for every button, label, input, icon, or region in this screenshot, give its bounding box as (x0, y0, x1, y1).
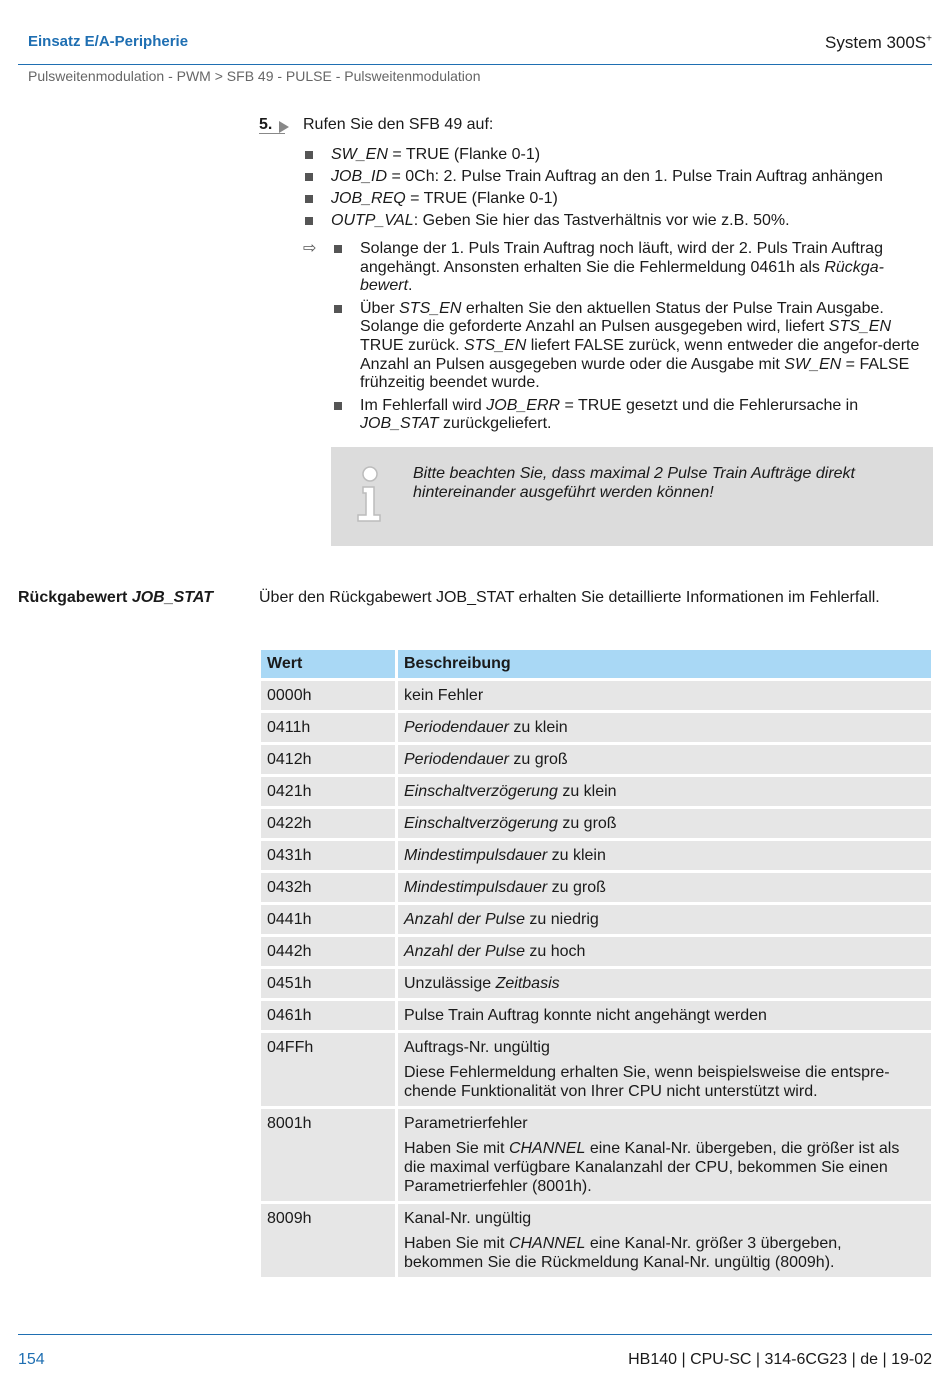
header-divider (18, 64, 932, 65)
note-box (331, 447, 933, 546)
description-title: Kanal-Nr. ungültig (404, 1210, 532, 1227)
description-cell (398, 905, 931, 934)
value-cell: 0000h (261, 681, 395, 710)
result-italic: STS_EN (399, 299, 462, 317)
param-name: JOB_ID (331, 168, 388, 185)
section-label-italic: JOB_STAT (131, 589, 214, 606)
system-sup: + (926, 33, 932, 45)
info-icon (355, 465, 385, 525)
description-text: zu groß (557, 815, 617, 832)
value-cell: 0451h (261, 969, 395, 998)
result-text: Solange der 1. Puls Train Auftrag noch läuft, wird der 2. Puls Train Auftrag angehängt. Ansonsten erhalten Sie die Fehlermeldung 0461h als (360, 240, 883, 276)
description-title: Parametrierfehler (404, 1115, 528, 1132)
parameter-list (303, 144, 943, 232)
bullet-icon (305, 151, 313, 159)
bullet-icon (305, 195, 313, 203)
description-text: zu groß (547, 879, 606, 896)
param-name: OUTP_VAL (331, 212, 414, 229)
value-cell: 0432h (261, 873, 395, 902)
breadcrumb: Pulsweitenmodulation - PWM > SFB 49 - PULSE - Pulsweitenmodulation (28, 68, 481, 84)
param-desc: = TRUE (Flanke 0-1) (405, 190, 558, 207)
list-item (303, 210, 943, 232)
description-text: zu groß (508, 751, 568, 768)
description-cell (398, 873, 931, 902)
description-text: Unzulässige (404, 975, 496, 992)
bullet-icon (334, 245, 342, 253)
result-italic: JOB_STAT (360, 415, 439, 433)
description-text: eine Kanal-Nr. größer 3 übergeben, bekommen Sie die Rückmeldung Kanal-Nr. ungültig (8009h). (404, 1235, 842, 1271)
value-cell: 0442h (261, 937, 395, 966)
table-row (261, 969, 931, 998)
param-desc: = 0Ch: 2. Pulse Train Auftrag an den 1. Pulse Train Auftrag anhängen (387, 168, 883, 185)
value-cell: 8001h (261, 1109, 395, 1201)
column-header: Beschreibung (398, 650, 931, 678)
description-cell (398, 937, 931, 966)
description-cell (398, 681, 931, 710)
column-header: Wert (261, 650, 395, 678)
page-number: 154 (18, 1351, 45, 1368)
result-arrow-icon: ⇨ (303, 240, 317, 257)
description-italic: Einschaltverzögerung (404, 783, 558, 800)
description-italic: Mindestimpulsdauer (404, 879, 548, 896)
system-title (825, 33, 932, 53)
list-item (303, 188, 943, 210)
description-cell (398, 777, 931, 806)
description-title: Auftrags-Nr. ungültig (404, 1039, 550, 1056)
section-label (18, 589, 213, 607)
description-cell (398, 1001, 931, 1030)
result-text: = FALSE frühzeitig beendet wurde. (360, 355, 910, 392)
description-italic: CHANNEL (508, 1235, 586, 1252)
param-name: SW_EN (331, 146, 388, 163)
table-row (261, 745, 931, 774)
description-text: zu niedrig (524, 911, 599, 928)
bullet-icon (305, 217, 313, 225)
value-cell: 0441h (261, 905, 395, 934)
table-header-row (261, 650, 931, 678)
value-cell: 0412h (261, 745, 395, 774)
result-text: zurückgeliefert. (438, 415, 552, 433)
description-cell (398, 713, 931, 742)
table-row (261, 905, 931, 934)
result-text: liefert FALSE zurück, wenn entweder die angefor-derte Anzahl an Pulsen ausgegeben wurde oder die Ausgabe mit (360, 336, 920, 373)
description-italic: Zeitbasis (495, 975, 560, 992)
description-text: Haben Sie mit (404, 1235, 509, 1252)
description-cell (398, 1204, 931, 1277)
description-text: zu hoch (524, 943, 586, 960)
description-italic: Anzahl der Pulse (404, 943, 525, 960)
table-row (261, 713, 931, 742)
note-text: Bitte beachten Sie, dass maximal 2 Pulse Train Aufträge direkt hintereinander ausgeführt werden können! (413, 465, 855, 501)
description-text: zu klein (508, 719, 568, 736)
table-row (261, 777, 931, 806)
table-row (261, 809, 931, 838)
table-row (261, 1204, 931, 1277)
step-number: 5. (259, 116, 273, 133)
system-name: System 300S (825, 33, 927, 52)
step-underline (259, 133, 285, 134)
job-stat-table (258, 647, 934, 1280)
list-item (332, 397, 932, 434)
bullet-icon (334, 305, 342, 313)
description-cell (398, 841, 931, 870)
value-cell: 8009h (261, 1204, 395, 1277)
param-name: JOB_REQ (331, 190, 406, 207)
description-cell (398, 1033, 931, 1106)
table-row (261, 873, 931, 902)
description-text: zu klein (557, 783, 617, 800)
table-row (261, 1001, 931, 1030)
description-detail (404, 1139, 925, 1196)
description-detail: Diese Fehlermeldung erhalten Sie, wenn beispielsweise die entspre-chende Funktionalität von Ihrer CPU nicht unterstützt wird. (404, 1064, 890, 1100)
result-italic: SW_EN (784, 355, 842, 373)
result-text: TRUE zurück. (360, 336, 465, 354)
value-cell: 0411h (261, 713, 395, 742)
result-italic: Rückga-bewert (360, 258, 884, 295)
list-item (303, 144, 943, 166)
step-arrow-icon (279, 121, 289, 133)
description-detail (404, 1234, 925, 1272)
result-list (332, 240, 932, 438)
list-item (332, 300, 932, 393)
table-row (261, 681, 931, 710)
description-cell (398, 809, 931, 838)
description-text: kein Fehler (404, 687, 484, 704)
description-text: eine Kanal-Nr. übergeben, die größer ist als die maximal verfügbare Kanalanzahl der CPU, bekommen Sie einen Parametrierfehler (8001h). (404, 1140, 900, 1195)
description-italic: CHANNEL (508, 1140, 586, 1157)
result-text: Im Fehlerfall wird (360, 396, 487, 414)
description-italic: Periodendauer (404, 751, 509, 768)
table-row (261, 1033, 931, 1106)
description-italic: Mindestimpulsdauer (404, 847, 548, 864)
value-cell: 0431h (261, 841, 395, 870)
result-text: . (408, 277, 413, 295)
table-row (261, 1109, 931, 1201)
result-italic: STS_EN (464, 336, 527, 354)
list-item (303, 166, 943, 188)
result-italic: STS_EN (828, 318, 892, 336)
value-cell: 0421h (261, 777, 395, 806)
description-cell (398, 745, 931, 774)
section-title: Einsatz E/A-Peripherie (28, 33, 189, 50)
section-label-text: Rückgabewert (18, 589, 132, 606)
bullet-icon (305, 173, 313, 181)
description-text: Pulse Train Auftrag konnte nicht angehängt werden (404, 1007, 767, 1024)
description-italic: Anzahl der Pulse (404, 911, 525, 928)
list-item (332, 240, 932, 296)
value-cell: 04FFh (261, 1033, 395, 1106)
value-cell: 0422h (261, 809, 395, 838)
table-row (261, 937, 931, 966)
param-desc: : Geben Sie hier das Tastverhältnis vor wie z.B. 50%. (413, 212, 790, 229)
description-italic: Periodendauer (404, 719, 509, 736)
description-text: Haben Sie mit (404, 1140, 509, 1157)
step-text: Rufen Sie den SFB 49 auf: (303, 116, 494, 133)
section-text: Über den Rückgabewert JOB_STAT erhalten Sie detaillierte Informationen im Fehlerfall. (259, 589, 880, 606)
param-desc: = TRUE (Flanke 0-1) (387, 146, 541, 163)
result-text: Über (360, 299, 400, 317)
description-cell (398, 1109, 931, 1201)
result-text: = TRUE gesetzt und die Fehlerursache in (560, 396, 859, 414)
document-id: HB140 | CPU-SC | 314-6CG23 | de | 19-02 (628, 1351, 932, 1368)
bullet-icon (334, 402, 342, 410)
result-italic: JOB_ERR (486, 396, 561, 414)
table-row (261, 841, 931, 870)
value-cell: 0461h (261, 1001, 395, 1030)
result-text: erhalten Sie den aktuellen Status der Pulse Train Ausgabe. Solange die geforderte Anzahl an Pulsen ausgegeben wird, liefert (360, 299, 884, 336)
description-text: zu klein (547, 847, 606, 864)
description-cell (398, 969, 931, 998)
footer-divider (18, 1334, 932, 1335)
description-italic: Einschaltverzögerung (404, 815, 558, 832)
